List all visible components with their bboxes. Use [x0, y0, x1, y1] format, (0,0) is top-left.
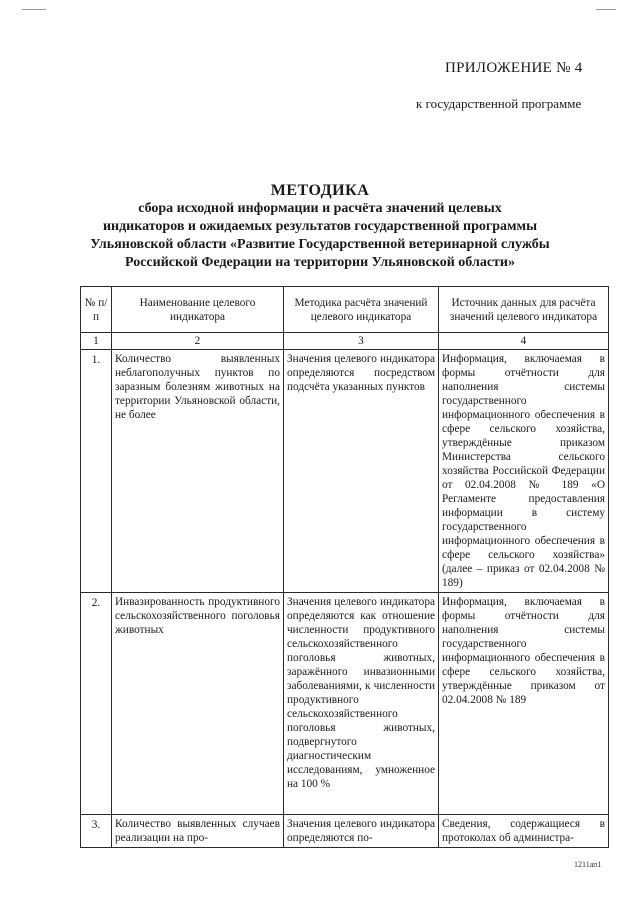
indicator-name: Количество выявленных неблагополучных пунктов по заразным болезням животных на территории Ульяновской области, не более [112, 350, 284, 593]
table-row [81, 593, 609, 815]
appendix-subtitle: к государственной программе [416, 96, 582, 111]
indicator-name: Количество выявленных случаев реализации на про- [112, 815, 284, 848]
column-number: 2 [112, 333, 284, 350]
row-number: 1. [81, 350, 112, 593]
scan-mark [596, 9, 616, 10]
column-number: 4 [439, 333, 609, 350]
table-row [81, 815, 609, 848]
column-number-row [81, 333, 609, 350]
column-number: 3 [284, 333, 439, 350]
data-source: Информация, включаемая в формы отчётности для наполнения системы государственного информационного обеспечения в сфере сельского хозяйства, утверждённые приказом Министерства сельского хозяйства Российской Федерации от 02.04.2008 № 189 «О Регламенте предоставления информации в систему государственного информационного обеспечения в сфере сельского хозяйства» (далее – приказ от 02.04.2008 № 189) [439, 350, 609, 593]
column-header-calculation-method: Методика расчёта значений целевого индикатора [284, 287, 439, 333]
subtitle-line: Российской Федерации на территории Ульяновской области» [125, 255, 515, 270]
table-header-row [81, 287, 609, 333]
table-row [81, 350, 609, 593]
row-number: 3. [81, 815, 112, 848]
column-number: 1 [81, 333, 112, 350]
scan-mark [22, 9, 46, 10]
subtitle-line: Ульяновской области «Развитие Государственной ветеринарной службы [90, 237, 550, 252]
document-title: МЕТОДИКА [270, 182, 370, 199]
row-number: 2. [81, 593, 112, 815]
calculation-method: Значения целевого индикатора определяются посредством подсчёта указанных пунктов [284, 350, 439, 593]
indicators-table [80, 286, 609, 848]
subtitle-line: индикаторов и ожидаемых результатов государственной программы [102, 219, 538, 234]
appendix-label: ПРИЛОЖЕНИЕ № 4 [445, 60, 583, 76]
column-header-number: № п/п [81, 287, 112, 333]
calculation-method: Значения целевого индикатора определяются как отношение численности продуктивного сельскохозяйственного поголовья животных, заражённого инвазионными заболеваниями, к численности продуктивного сельскохозяйственного поголовья животных, подвергнутого диагностическим исследованиям, умноженное на 100 % [284, 593, 439, 815]
footer-document-code: 1211ап1 [574, 860, 602, 869]
column-header-data-source: Источник данных для расчёта значений целевого индикатора [439, 287, 609, 333]
data-source: Сведения, содержащиеся в протоколах об администра- [439, 815, 609, 848]
indicator-name: Инвазированность продуктивного сельскохозяйственного поголовья животных [112, 593, 284, 815]
document-subtitle [80, 200, 560, 272]
data-source: Информация, включаемая в формы отчётности для наполнения системы государственного информационного обеспечения в сфере сельского хозяйства, утверждённые приказом от 02.04.2008 № 189 [439, 593, 609, 815]
subtitle-line: сбора исходной информации и расчёта значений целевых [138, 201, 502, 216]
column-header-indicator-name: Наименование целевого индикатора [112, 287, 284, 333]
calculation-method: Значения целевого индикатора определяются по- [284, 815, 439, 848]
